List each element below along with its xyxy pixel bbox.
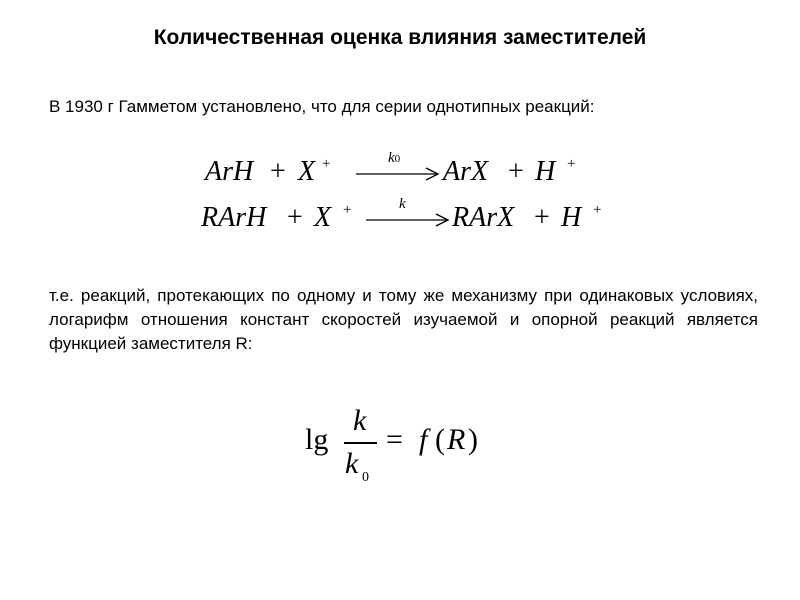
reaction-arrow-icon (356, 166, 440, 182)
reactant-rarh: RArH (201, 202, 267, 233)
reactant-arh: ArH (205, 156, 254, 187)
product-h: H (535, 156, 556, 187)
reactant-x: X (298, 156, 316, 187)
reactant-x: X (314, 202, 332, 233)
charge-plus: + (322, 156, 331, 172)
charge-plus: + (567, 156, 576, 172)
reaction-equation-2 (0, 196, 800, 242)
charge-plus: + (343, 202, 352, 218)
fraction-bar (344, 442, 377, 444)
product-h: H (561, 202, 582, 233)
open-paren: ( (435, 423, 445, 456)
fraction-numerator: k (353, 404, 367, 437)
function-argument: R (447, 423, 466, 456)
denominator-subscript: 0 (362, 470, 369, 485)
plus-sign: + (287, 202, 303, 233)
explanation-text: т.е. реакций, протекающих по одному и тому же механизму при одинаковых условиях, логарифм отношения констант скоростей изучаемой и опорной реакций является функцией заместителя R: (49, 286, 758, 353)
log-operator: lg (305, 423, 329, 456)
close-paren: ) (468, 423, 478, 456)
plus-sign: + (508, 156, 524, 187)
reaction-arrow-icon (366, 212, 450, 228)
plus-sign: + (534, 202, 550, 233)
charge-plus: + (593, 202, 602, 218)
plus-sign: + (270, 156, 286, 187)
rate-constant-k: k (399, 196, 406, 212)
slide-title: Количественная оценка влияния заместителей (153, 26, 647, 49)
fraction-denominator: k (345, 447, 359, 480)
reaction-equation-1 (0, 150, 800, 196)
function-symbol: f (419, 423, 428, 456)
intro-text: В 1930 г Гамметом установлено, что для серии однотипных реакций: (49, 97, 595, 116)
product-rarx: RArX (452, 202, 515, 233)
equals-sign: = (386, 423, 403, 456)
product-arx: ArX (443, 156, 489, 187)
rate-constant-k0: k0 (388, 150, 401, 166)
